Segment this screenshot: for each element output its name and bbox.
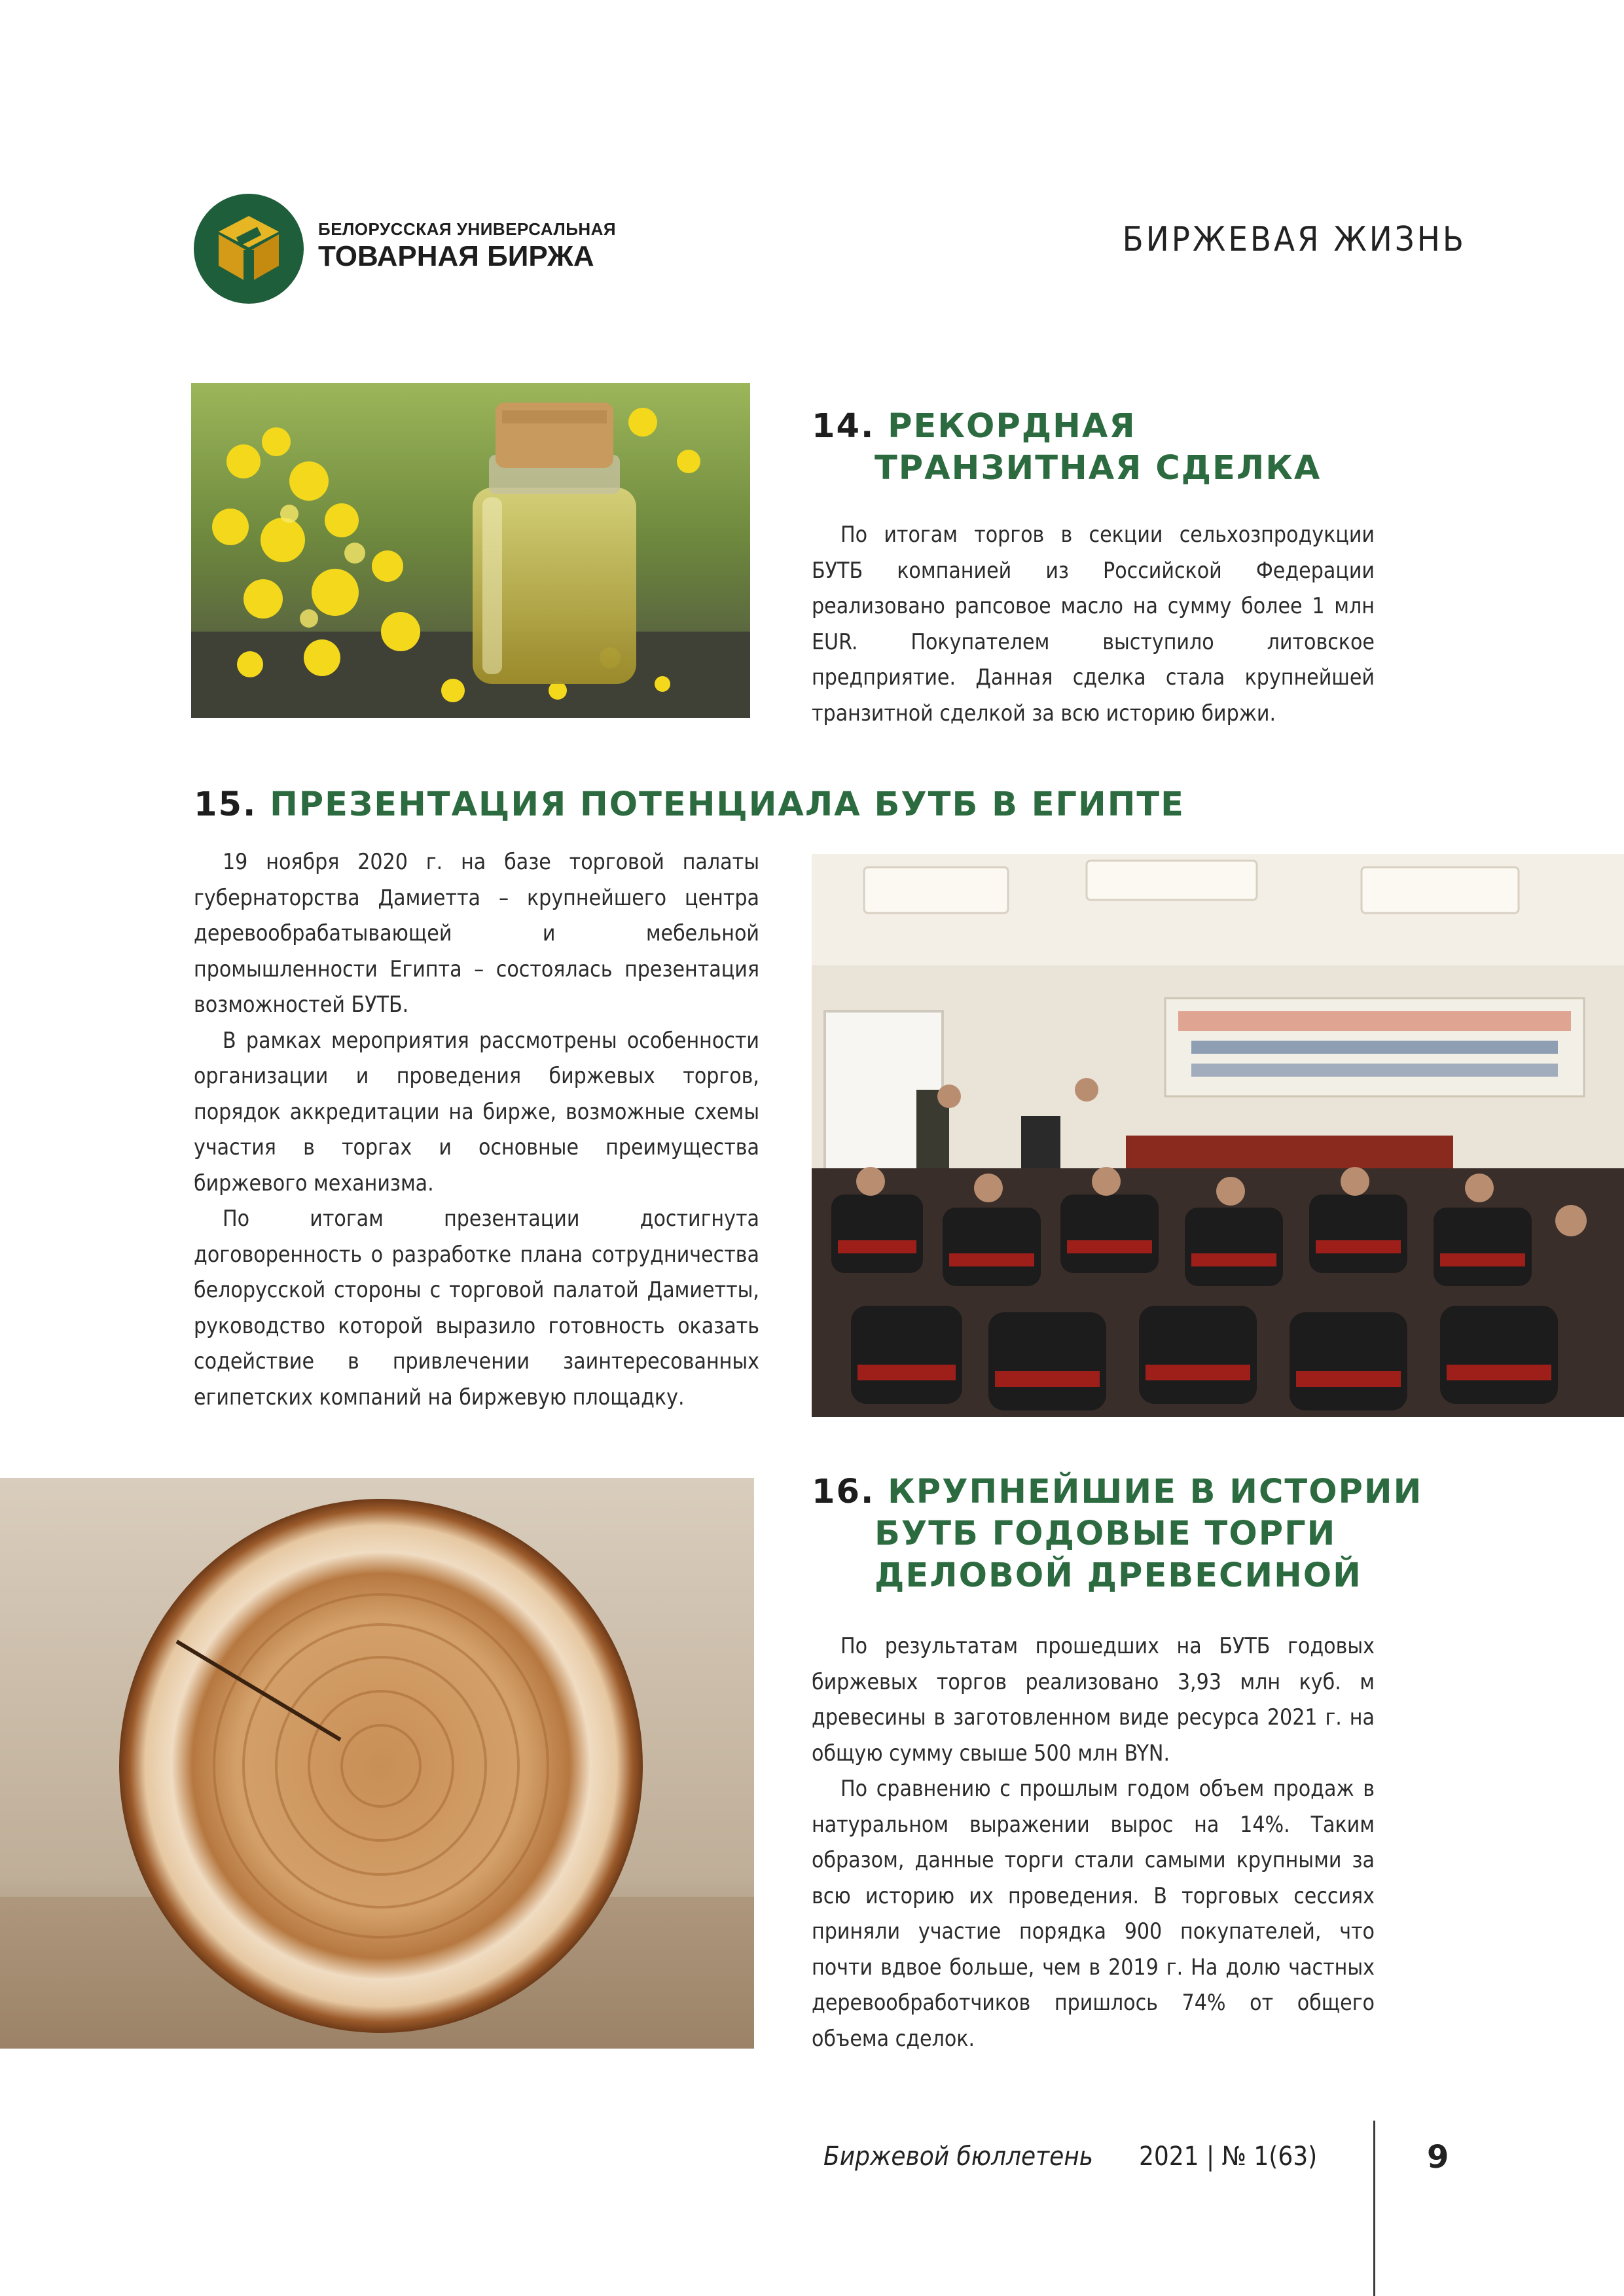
article16-paragraph: По сравнению с прошлым годом объем продаж в натуральном выражении вырос на 14%. Таким образом, данные торги стали самыми крупными за всю историю их проведения. В торговых сессиях приняли участие порядка 900 покупателей, что почти вдвое больше, чем в 2019 г. На долю частных деревообработчиков пришлось 74% от общего объема сделок.: [812, 1776, 1375, 2051]
article15-paragraph: 19 ноября 2020 г. на базе торговой палаты губернаторства Дамиетта – крупнейшего центра деревообрабатывающей и мебельной промышленности Египта – состоялась презентация возможностей БУТБ.: [194, 849, 759, 1017]
article16-heading: [812, 1471, 1466, 1597]
article15-title: ПРЕЗЕНТАЦИЯ ПОТЕНЦИАЛА БУТБ В ЕГИПТЕ: [270, 785, 1185, 824]
egypt-presentation-photo: [812, 854, 1624, 1417]
article14-title-line2: ТРАНЗИТНАЯ СДЕЛКА: [875, 449, 1322, 488]
article14-body: [812, 517, 1375, 731]
article15-paragraph: По итогам презентации достигнута договоренность о разработке плана сотрудничества белорусской стороны с торговой палатой Дамиетты, руководство которой выразило готовность оказать содействие в привлечении заинтересованных египетских компаний на биржевую площадку.: [194, 1206, 759, 1410]
tree-cross-section-image: [0, 1478, 754, 2049]
article16-title-line3: ДЕЛОВОЙ ДРЕВЕСИНОЙ: [875, 1556, 1362, 1595]
article14-paragraph: По итогам торгов в секции сельхозпродукции БУТБ компанией из Российской Федерации реализовано рапсовое масло на сумму более 1 млн EUR. Покупателем выступило литовское предприятие. Данная сделка стала крупнейшей транзитной сделкой за всю историю биржи.: [812, 522, 1375, 726]
article16-number: 16.: [812, 1473, 875, 1511]
article16-body: [812, 1628, 1375, 2056]
article15-number: 15.: [194, 785, 257, 824]
cube-logo-icon: [194, 194, 304, 304]
article16-title-line1: КРУПНЕЙШИЕ В ИСТОРИИ: [888, 1473, 1423, 1511]
article14-number: 14.: [812, 407, 875, 446]
logo-wordmark: [318, 219, 616, 274]
footer-issue: 2021 | № 1(63): [1139, 2142, 1318, 2172]
logo-line1: БЕЛОРУССКАЯ УНИВЕРСАЛЬНАЯ: [318, 219, 617, 239]
footer-divider: [1373, 2121, 1375, 2296]
article14-title-line1: РЕКОРДНАЯ: [888, 407, 1136, 446]
article15-heading: [194, 784, 1437, 826]
logo-line2: ТОВАРНАЯ БИРЖА: [318, 240, 594, 272]
article15-body: [194, 844, 759, 1415]
rapeseed-oil-image: [191, 383, 750, 718]
article14-heading: [812, 406, 1434, 490]
article16-title-line2: БУТБ ГОДОВЫЕ ТОРГИ: [875, 1515, 1337, 1553]
section-title: БИРЖЕВАЯ ЖИЗНЬ: [1122, 220, 1466, 259]
logo-emblem: [194, 194, 304, 304]
footer-journal-name: Биржевой бюллетень: [823, 2142, 1094, 2172]
article15-paragraph: В рамках мероприятия рассмотрены особенности организации и проведения биржевых торгов, порядок аккредитации на бирже, возможные схемы участия в торгах и основные преимущества биржевого механизма.: [194, 1027, 759, 1196]
article16-paragraph: По результатам прошедших на БУТБ годовых биржевых торгов реализовано 3,93 млн куб. м древесины в заготовленном виде ресурса 2021 г. на общую сумму свыше 500 млн BYN.: [812, 1633, 1375, 1766]
page-number: 9: [1427, 2139, 1449, 2176]
